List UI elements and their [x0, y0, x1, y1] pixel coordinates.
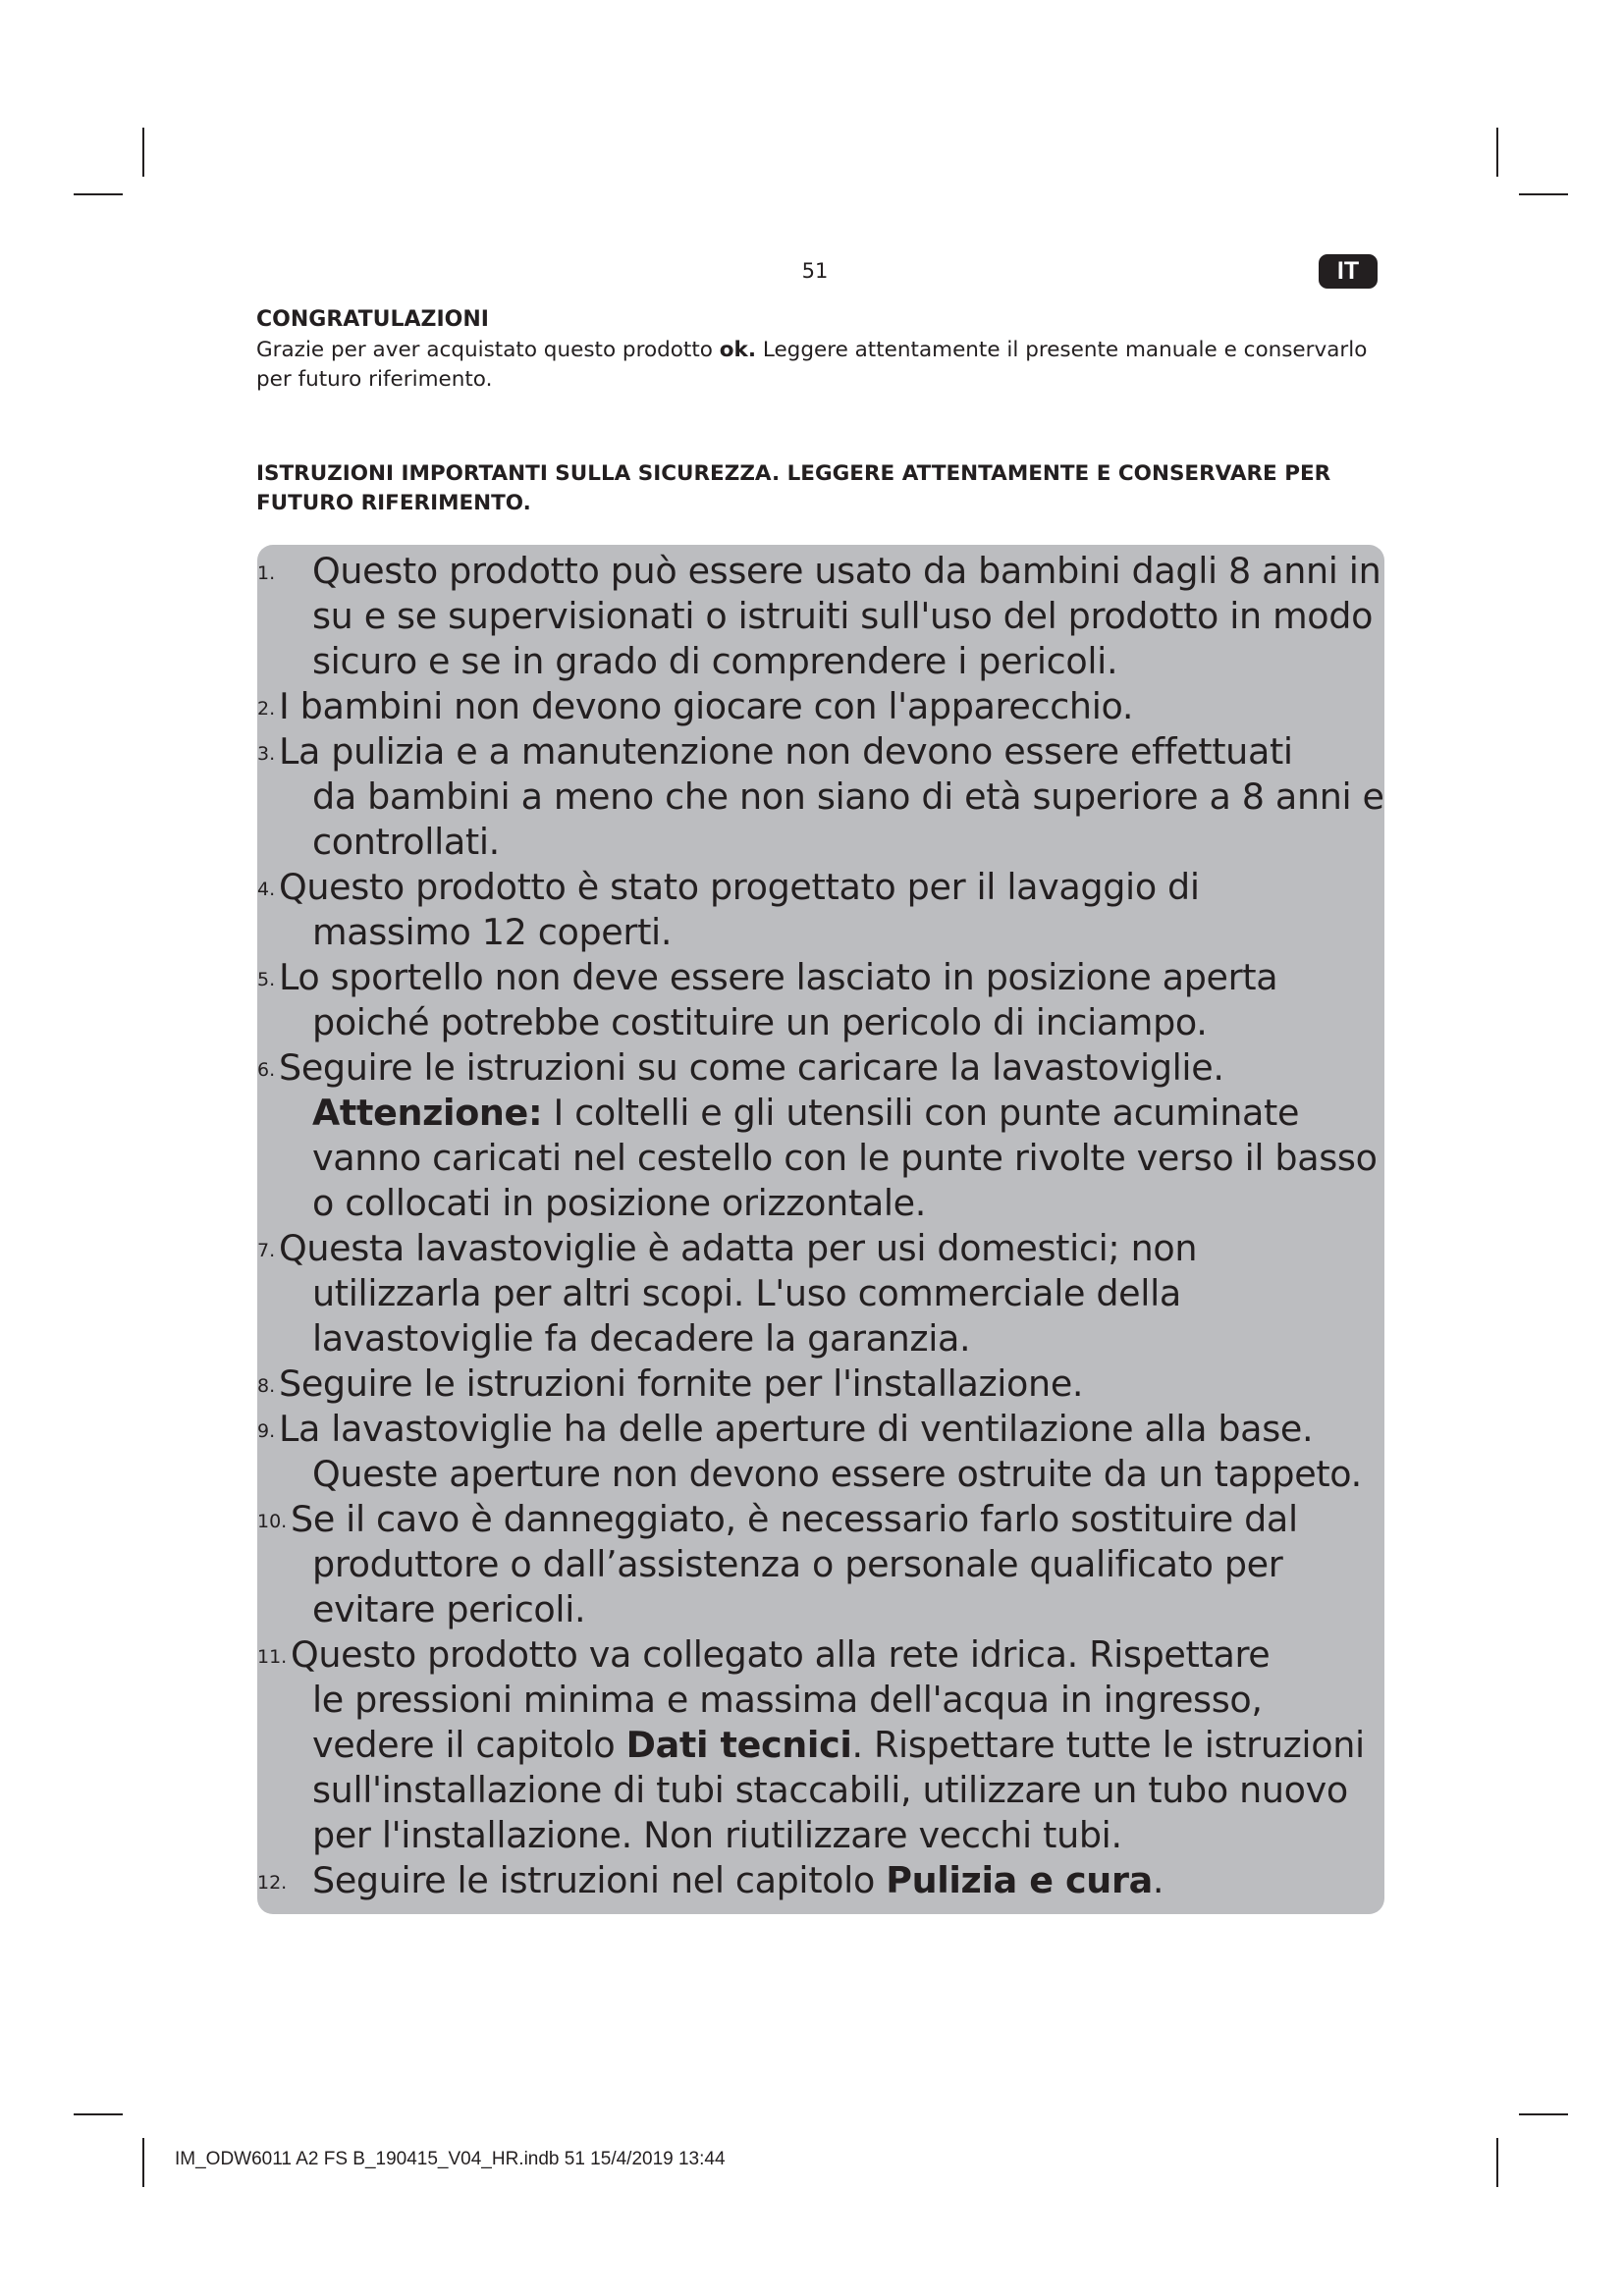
- crop-mark-top-left-horizontal: [74, 193, 123, 195]
- instruction-line: Queste aperture non devono essere ostruite da un tappeto.: [312, 1453, 1362, 1495]
- instruction-number: 6.: [257, 1059, 276, 1081]
- instruction-line: sicuro e se in grado di comprendere i pericoli.: [312, 640, 1118, 682]
- instruction-line: evitare pericoli.: [312, 1588, 586, 1630]
- language-badge: IT: [1319, 254, 1378, 289]
- instruction-line: su e se supervisionati o istruiti sull'uso del prodotto in modo: [312, 595, 1374, 637]
- instruction-line: o collocati in posizione orizzontale.: [312, 1182, 926, 1224]
- instruction-line: sull'installazione di tubi staccabili, utilizzare un tubo nuovo: [312, 1769, 1348, 1811]
- instruction-line: Questa lavastoviglie è adatta per usi domestici; non: [279, 1227, 1198, 1269]
- crop-mark-top-right-horizontal: [1519, 193, 1568, 195]
- instruction-item: [257, 1226, 1384, 1362]
- instruction-number: 5.: [257, 969, 276, 990]
- instruction-item: [257, 1045, 1384, 1226]
- congratulations-text-line-2: per futuro riferimento.: [256, 367, 493, 392]
- instruction-line: Seguire le istruzioni su come caricare la lavastoviglie.: [279, 1046, 1224, 1089]
- instruction-line: La pulizia e a manutenzione non devono essere effettuati: [279, 730, 1293, 773]
- safety-heading-line-1: ISTRUZIONI IMPORTANTI SULLA SICUREZZA. LEGGERE ATTENTAMENTE E CONSERVARE PER: [256, 461, 1331, 486]
- congratulations-heading: CONGRATULAZIONI: [256, 307, 489, 332]
- instruction-line: massimo 12 coperti.: [312, 911, 673, 953]
- instruction-item: [257, 1858, 1384, 1903]
- crop-mark-bottom-right-horizontal: [1519, 2113, 1568, 2115]
- instruction-line: Seguire le istruzioni nel capitolo Pulizia e cura.: [312, 1859, 1164, 1901]
- instruction-line: Questo prodotto va collegato alla rete idrica. Rispettare: [291, 1633, 1271, 1676]
- instruction-number: 9.: [257, 1420, 276, 1442]
- instruction-number: 2.: [257, 698, 276, 720]
- safety-heading: [256, 459, 1395, 518]
- instruction-line: per l'installazione. Non riutilizzare vecchi tubi.: [312, 1814, 1122, 1856]
- crop-mark-bottom-left-vertical: [142, 2138, 144, 2187]
- instruction-line: da bambini a meno che non siano di età superiore a 8 anni e: [312, 775, 1384, 818]
- instruction-number: 11.: [257, 1646, 288, 1668]
- emphasis-text: Attenzione:: [312, 1092, 543, 1134]
- instruction-item: [257, 865, 1384, 955]
- instruction-item: [257, 684, 1384, 729]
- safety-instructions-panel: [257, 545, 1384, 1914]
- instruction-number: 1.: [257, 562, 276, 584]
- instruction-number: 4.: [257, 879, 276, 900]
- instruction-number: 10.: [257, 1511, 288, 1532]
- instruction-number: 3.: [257, 743, 276, 765]
- instruction-item: [257, 1497, 1384, 1632]
- instruction-line: lavastoviglie fa decadere la garanzia.: [312, 1317, 971, 1360]
- instruction-item: [257, 1362, 1384, 1407]
- instruction-item: [257, 549, 1384, 684]
- instruction-line: poiché potrebbe costituire un pericolo di inciampo.: [312, 1001, 1208, 1043]
- instruction-number: 8.: [257, 1375, 276, 1397]
- instruction-line: produttore o dall’assistenza o personale qualificato per: [312, 1543, 1283, 1585]
- instruction-line: Se il cavo è danneggiato, è necessario farlo sostituire dal: [291, 1498, 1298, 1540]
- instruction-line: Attenzione: I coltelli e gli utensili con punte acuminate: [312, 1092, 1300, 1134]
- instruction-line: vedere il capitolo Dati tecnici. Rispettare tutte le istruzioni: [312, 1724, 1365, 1766]
- crop-mark-bottom-left-horizontal: [74, 2113, 123, 2115]
- instruction-line: Lo sportello non deve essere lasciato in posizione aperta: [279, 956, 1278, 998]
- instruction-item: [257, 955, 1384, 1045]
- crop-mark-top-left-vertical: [142, 128, 144, 177]
- instruction-number: 7.: [257, 1240, 276, 1261]
- instruction-item: [257, 1407, 1384, 1497]
- crop-mark-bottom-right-vertical: [1496, 2138, 1498, 2187]
- brand-name: ok.: [719, 338, 757, 362]
- instruction-line: vanno caricati nel cestello con le punte rivolte verso il basso: [312, 1137, 1378, 1179]
- safety-heading-line-2: FUTURO RIFERIMENTO.: [256, 491, 531, 515]
- emphasis-text: Dati tecnici: [625, 1724, 852, 1766]
- print-footer-slug: IM_ODW6011 A2 FS B_190415_V04_HR.indb 51 15/4/2019 13:44: [175, 2149, 726, 2169]
- instruction-item: [257, 729, 1384, 865]
- emphasis-text: Pulizia e cura: [886, 1859, 1153, 1901]
- instruction-line: I bambini non devono giocare con l'apparecchio.: [279, 685, 1134, 727]
- instruction-line: Seguire le istruzioni fornite per l'installazione.: [279, 1362, 1084, 1405]
- congratulations-text: [256, 336, 1385, 395]
- instruction-line: controllati.: [312, 821, 500, 863]
- instruction-line: Questo prodotto può essere usato da bambini dagli 8 anni in: [312, 550, 1381, 592]
- congratulations-text-start: Grazie per aver acquistato questo prodotto: [256, 338, 720, 362]
- congratulations-text-end: Leggere attentamente il presente manuale e conservarlo: [756, 338, 1368, 362]
- instruction-item: [257, 1632, 1384, 1858]
- instruction-number: 12.: [257, 1872, 288, 1894]
- instruction-line: le pressioni minima e massima dell'acqua in ingresso,: [312, 1679, 1263, 1721]
- instruction-line: La lavastoviglie ha delle aperture di ventilazione alla base.: [279, 1408, 1314, 1450]
- crop-mark-top-right-vertical: [1496, 128, 1498, 177]
- instruction-line: utilizzarla per altri scopi. L'uso commerciale della: [312, 1272, 1181, 1314]
- instruction-line: Questo prodotto è stato progettato per il lavaggio di: [279, 866, 1200, 908]
- page-number: 51: [801, 259, 829, 283]
